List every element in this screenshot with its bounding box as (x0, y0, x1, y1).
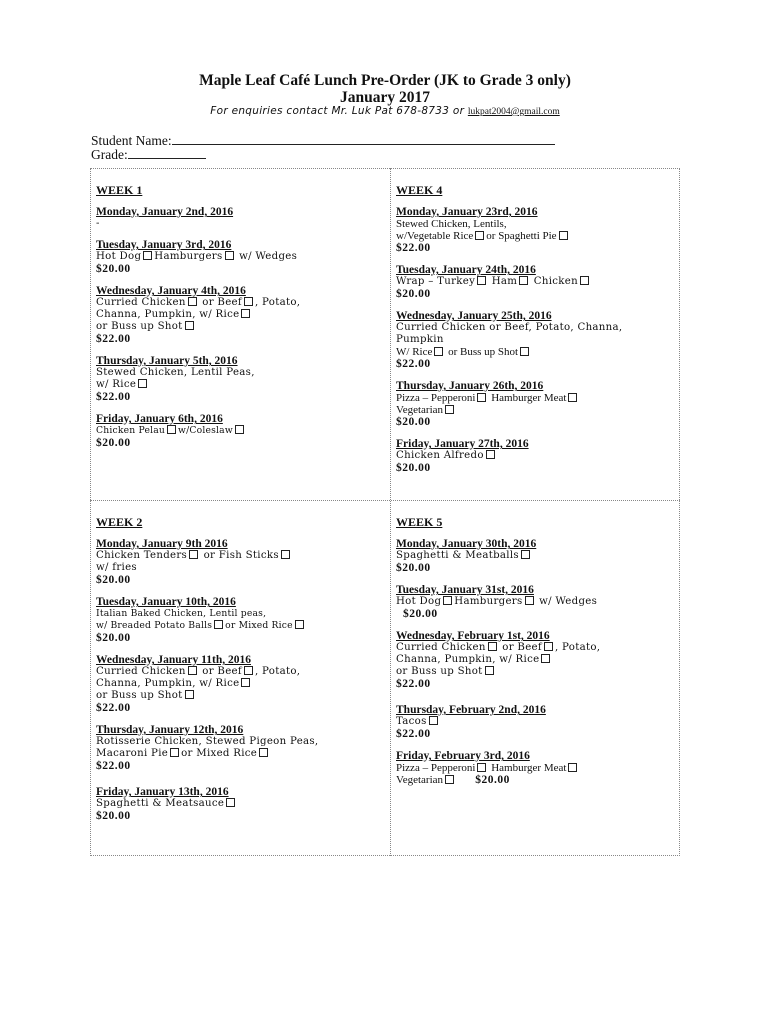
checkbox[interactable] (143, 251, 152, 260)
week1-thu-line2: w/ Rice (96, 379, 386, 391)
week1-thu-day: Thursday, January 5th, 2016 (96, 355, 238, 367)
week1-fri-day: Friday, January 6th, 2016 (96, 413, 223, 425)
week4-thu-price: $20.00 (396, 416, 431, 428)
checkbox[interactable] (485, 666, 494, 675)
checkbox[interactable] (214, 620, 223, 629)
week4-thu-options2: Vegetarian (396, 404, 676, 416)
week5-thu-options: Tacos (396, 716, 676, 728)
checkbox[interactable] (226, 798, 235, 807)
week1-wed-line2: Channa, Pumpkin, w/ Rice (96, 309, 386, 321)
week5-wed-price: $22.00 (396, 678, 431, 690)
checkbox[interactable] (434, 347, 443, 356)
checkbox[interactable] (443, 596, 452, 605)
checkbox[interactable] (445, 405, 454, 414)
week2-wed-line3: or Buss up Shot (96, 690, 386, 702)
grade-label: Grade: (91, 147, 128, 162)
week2-wed-options: Curried Chicken or Beef , Potato, (96, 666, 301, 677)
checkbox[interactable] (188, 297, 197, 306)
week4-cell (396, 184, 676, 475)
week4-thu-day: Thursday, January 26th, 2016 (396, 380, 544, 392)
form-subtitle: January 2017 (340, 89, 430, 106)
checkbox[interactable] (429, 716, 438, 725)
week4-mon-line1: Stewed Chicken, Lentils, (396, 218, 507, 230)
week4-wed-line1: Curried Chicken or Beef, Potato, Channa, (396, 322, 623, 333)
week1-thu-price: $22.00 (96, 391, 131, 403)
checkbox[interactable] (477, 276, 486, 285)
week4-title: WEEK 4 (396, 183, 443, 197)
week4-wed-options: W/ Rice or Buss up Shot (396, 346, 676, 358)
week5-wed-line3: or Buss up Shot (396, 666, 676, 678)
week2-thu-price: $22.00 (96, 760, 131, 772)
checkbox[interactable] (445, 775, 454, 784)
checkbox[interactable] (241, 678, 250, 687)
contact-text: For enquiries contact Mr. Luk Pat 678-8733 or (210, 105, 465, 117)
week1-tue-options: Hot Dog Hamburgers w/ Wedges (96, 251, 298, 262)
week2-fri-day: Friday, January 13th, 2016 (96, 786, 229, 798)
checkbox[interactable] (477, 393, 486, 402)
week4-fri-price: $20.00 (396, 462, 431, 474)
week5-wed-day: Wednesday, February 1st, 2016 (396, 630, 550, 642)
week5-tue-price: $20.00 (403, 608, 438, 620)
grid-divider-horizontal (90, 500, 680, 501)
checkbox[interactable] (167, 425, 176, 434)
week1-thu-line1: Stewed Chicken, Lentil Peas, (96, 367, 255, 378)
contact-email-link[interactable]: lukpat2004@gmail.com (467, 107, 560, 117)
checkbox[interactable] (185, 690, 194, 699)
week4-wed-price: $22.00 (396, 358, 431, 370)
week2-fri-options: Spaghetti & Meatsauce (96, 798, 386, 810)
checkbox[interactable] (259, 748, 268, 757)
week4-wed-line2: Pumpkin (396, 334, 444, 345)
week4-thu-options: Pizza – Pepperoni Hamburger Meat (396, 392, 676, 404)
checkbox[interactable] (580, 276, 589, 285)
contact-line (0, 105, 770, 117)
week5-mon-price: $20.00 (396, 562, 431, 574)
week2-wed-price: $22.00 (96, 702, 131, 714)
week1-fri-options: Chicken Pelau w/Coleslaw (96, 425, 386, 437)
week4-mon-price: $22.00 (396, 242, 431, 254)
week2-mon-line2: w/ fries (96, 562, 137, 573)
week1-cell (96, 184, 386, 450)
checkbox[interactable] (241, 309, 250, 318)
checkbox[interactable] (486, 450, 495, 459)
form-title: Maple Leaf Café Lunch Pre-Order (JK to Grade 3 only) (199, 72, 571, 89)
week5-wed-line2: Channa, Pumpkin, w/ Rice (396, 654, 676, 666)
checkbox[interactable] (520, 347, 529, 356)
week5-fri-options2: Vegetarian $20.00 (396, 774, 510, 786)
checkbox[interactable] (138, 379, 147, 388)
week2-mon-options: Chicken Tenders or Fish Sticks (96, 550, 386, 562)
week1-mon-note: - (96, 218, 100, 229)
week1-wed-price: $22.00 (96, 333, 131, 345)
week1-wed-day: Wednesday, January 4th, 2016 (96, 285, 246, 297)
week2-fri-price: $20.00 (96, 810, 131, 822)
week5-cell (396, 516, 676, 787)
week5-fri-price: $20.00 (475, 774, 510, 786)
week5-mon-options: Spaghetti & Meatballs (396, 550, 676, 562)
week1-wed-line3: or Buss up Shot (96, 321, 386, 333)
checkbox[interactable] (235, 425, 244, 434)
checkbox[interactable] (185, 321, 194, 330)
checkbox[interactable] (544, 642, 553, 651)
checkbox[interactable] (475, 231, 484, 240)
week2-mon-day: Monday, January 9th 2016 (96, 538, 228, 550)
checkbox[interactable] (568, 763, 577, 772)
checkbox[interactable] (541, 654, 550, 663)
week5-thu-price: $22.00 (396, 728, 431, 740)
week2-wed-day: Wednesday, January 11th, 2016 (96, 654, 251, 666)
checkbox[interactable] (189, 550, 198, 559)
week2-thu-line1: Rotisserie Chicken, Stewed Pigeon Peas, (96, 736, 319, 747)
week5-title: WEEK 5 (396, 515, 443, 529)
week2-cell (96, 516, 386, 823)
week2-thu-options: Macaroni Pie or Mixed Rice (96, 748, 386, 760)
checkbox[interactable] (170, 748, 179, 757)
week2-tue-line1: Italian Baked Chicken, Lentil peas, (96, 608, 267, 619)
week5-thu-day: Thursday, February 2nd, 2016 (396, 704, 546, 716)
week4-mon-options: w/Vegetable Rice or Spaghetti Pie (396, 230, 676, 242)
checkbox[interactable] (244, 297, 253, 306)
checkbox[interactable] (488, 642, 497, 651)
grid-divider-vertical (390, 168, 391, 856)
student-name-label: Student Name: (91, 133, 172, 148)
checkbox[interactable] (559, 231, 568, 240)
checkbox[interactable] (568, 393, 577, 402)
week2-tue-price: $20.00 (96, 632, 131, 644)
week5-tue-day: Tuesday, January 31st, 2016 (396, 584, 534, 596)
checkbox[interactable] (225, 251, 234, 260)
week1-wed-options: Curried Chicken or Beef , Potato, (96, 297, 301, 308)
checkbox[interactable] (281, 550, 290, 559)
checkbox[interactable] (525, 596, 534, 605)
week2-tue-day: Tuesday, January 10th, 2016 (96, 596, 236, 608)
week5-fri-options: Pizza – Pepperoni Hamburger Meat (396, 762, 676, 774)
checkbox[interactable] (295, 620, 304, 629)
week5-wed-options: Curried Chicken or Beef , Potato, (396, 642, 601, 653)
week2-wed-line2: Channa, Pumpkin, w/ Rice (96, 678, 386, 690)
grade-line[interactable] (128, 147, 206, 159)
checkbox[interactable] (477, 763, 486, 772)
week2-title: WEEK 2 (96, 515, 143, 529)
week5-fri-day: Friday, February 3rd, 2016 (396, 750, 530, 762)
week4-fri-day: Friday, January 27th, 2016 (396, 438, 529, 450)
week4-wed-day: Wednesday, January 25th, 2016 (396, 310, 552, 322)
week2-mon-price: $20.00 (96, 574, 131, 586)
week1-fri-price: $20.00 (96, 437, 131, 449)
student-name-line[interactable] (172, 133, 555, 145)
checkbox[interactable] (188, 666, 197, 675)
week1-tue-day: Tuesday, January 3rd, 2016 (96, 239, 232, 251)
week4-mon-day: Monday, January 23rd, 2016 (396, 206, 538, 218)
checkbox[interactable] (519, 276, 528, 285)
grade-field[interactable] (91, 147, 206, 163)
week1-mon-day: Monday, January 2nd, 2016 (96, 206, 234, 218)
week1-title: WEEK 1 (96, 183, 143, 197)
week2-tue-options: w/ Breaded Potato Balls or Mixed Rice (96, 620, 386, 632)
week1-tue-price: $20.00 (96, 263, 131, 275)
week5-tue-options: Hot Dog Hamburgers w/ Wedges (396, 596, 598, 607)
week2-thu-day: Thursday, January 12th, 2016 (96, 724, 244, 736)
week4-tue-price: $20.00 (396, 288, 431, 300)
week5-mon-day: Monday, January 30th, 2016 (396, 538, 537, 550)
week4-tue-day: Tuesday, January 24th, 2016 (396, 264, 536, 276)
checkbox[interactable] (244, 666, 253, 675)
week4-fri-options: Chicken Alfredo (396, 450, 676, 462)
checkbox[interactable] (521, 550, 530, 559)
week4-tue-options: Wrap – Turkey Ham Chicken (396, 276, 676, 288)
